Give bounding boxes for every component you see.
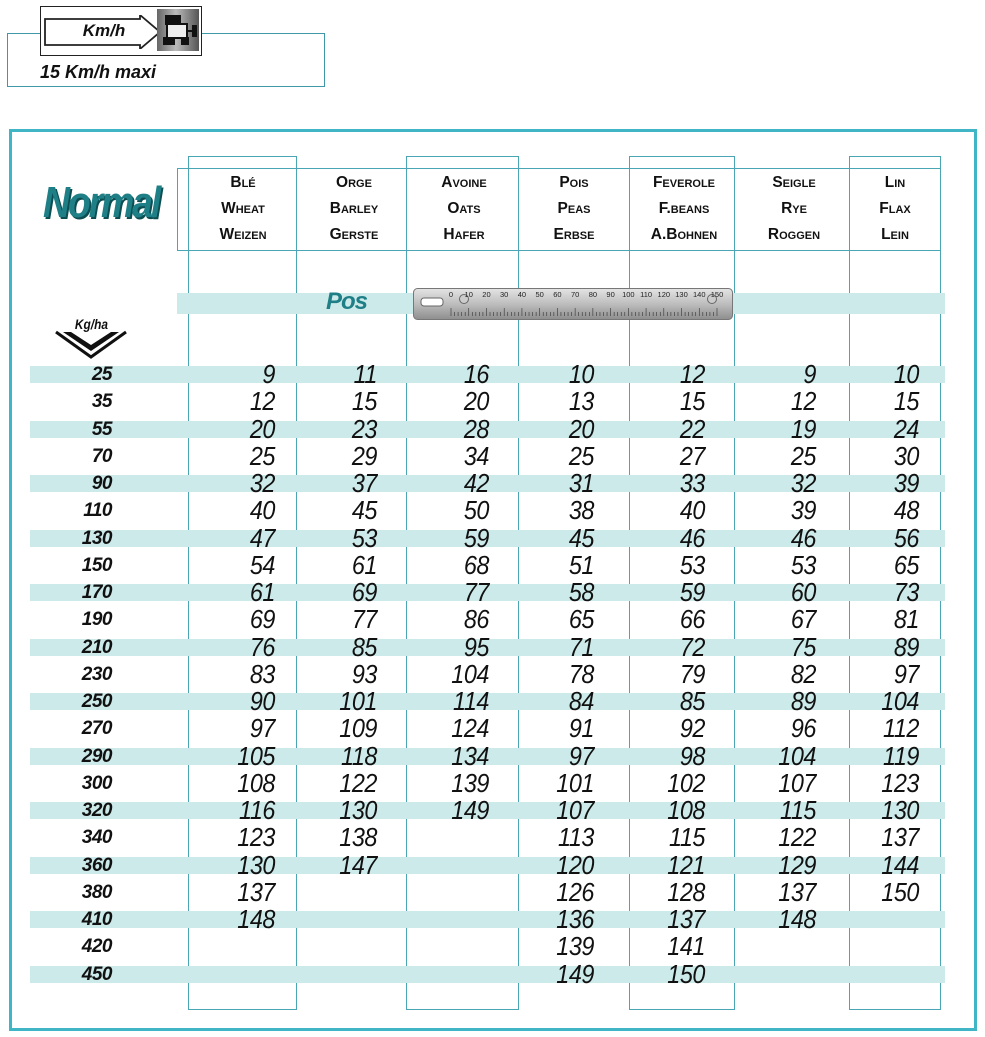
setting-value: 102: [667, 767, 705, 798]
crop-header-barley: Orge Barley Gerste: [329, 174, 379, 243]
setting-value: 92: [679, 713, 705, 744]
setting-value: 13: [568, 386, 594, 417]
rate-kgha: 360: [81, 854, 112, 876]
setting-value: 27: [679, 440, 705, 471]
setting-value: 39: [893, 468, 919, 498]
rate-kgha: 150: [81, 554, 112, 576]
setting-value: 40: [679, 495, 705, 526]
setting-value: 77: [351, 604, 377, 635]
rate-kgha: 210: [81, 636, 112, 658]
setting-value: 89: [893, 631, 919, 662]
setting-value: 126: [556, 876, 594, 907]
setting-value: 32: [790, 468, 816, 498]
setting-value: 39: [790, 495, 816, 526]
pos-label: Pos: [326, 288, 368, 315]
speed-max-label: 15 Km/h maxi: [40, 62, 157, 82]
setting-value: 12: [790, 386, 816, 417]
setting-value: 107: [556, 795, 594, 825]
setting-value: 42: [463, 468, 489, 498]
setting-value: 79: [679, 658, 705, 689]
setting-value: 58: [568, 577, 594, 607]
setting-value: 38: [568, 495, 594, 526]
ruler-tick-label: 100: [622, 290, 635, 299]
setting-value: 128: [667, 876, 705, 907]
setting-value: 86: [463, 604, 489, 635]
setting-value: 130: [339, 795, 377, 825]
setting-value: 148: [778, 904, 816, 934]
setting-value: 23: [351, 413, 377, 444]
setting-value: 22: [679, 413, 705, 444]
row-band: [30, 966, 945, 983]
setting-value: 16: [463, 359, 489, 389]
rate-kgha: 450: [81, 963, 112, 985]
setting-value: 67: [790, 604, 816, 635]
ruler-tick-label: 50: [535, 290, 544, 299]
setting-value: 95: [463, 631, 489, 662]
rate-kgha: 35: [91, 391, 112, 413]
setting-value: 66: [679, 604, 705, 635]
crop-header-wheat: Blé Wheat Weizen: [219, 174, 267, 243]
setting-value: 104: [778, 740, 816, 771]
setting-value: 139: [451, 767, 489, 798]
setting-value: 129: [778, 849, 816, 880]
ruler-tick-label: 10: [464, 290, 473, 299]
rate-kgha: 340: [81, 827, 112, 849]
setting-value: 20: [568, 413, 594, 444]
setting-value: 149: [556, 958, 594, 989]
setting-value: 149: [451, 795, 489, 825]
setting-value: 137: [881, 822, 919, 853]
setting-value: 54: [249, 549, 275, 580]
ruler-tick-label: 30: [500, 290, 509, 299]
setting-value: 116: [239, 795, 275, 825]
setting-value: 25: [249, 440, 275, 471]
crop-header-oats: Avoine Oats Hafer: [441, 174, 487, 243]
setting-value: 28: [463, 413, 489, 444]
setting-value: 97: [568, 740, 594, 771]
setting-value: 98: [679, 740, 705, 771]
setting-value: 124: [451, 713, 489, 744]
setting-value: 85: [679, 686, 705, 716]
setting-value: 108: [667, 795, 705, 825]
setting-value: 81: [893, 604, 919, 635]
crop-header-flax: Lin Flax Lein: [879, 174, 911, 243]
setting-value: 48: [893, 495, 919, 526]
rate-kgha: 130: [81, 527, 112, 549]
setting-value: 76: [249, 631, 275, 662]
setting-value: 114: [453, 686, 489, 716]
rate-unit-label: Kg/ha: [74, 316, 108, 332]
setting-value: 139: [556, 931, 594, 962]
setting-value: 15: [679, 386, 705, 417]
setting-value: 90: [249, 686, 275, 716]
setting-value: 71: [568, 631, 594, 662]
ruler-tick-label: 20: [482, 290, 491, 299]
setting-value: 32: [249, 468, 275, 498]
setting-value: 9: [803, 359, 816, 389]
setting-value: 144: [881, 849, 919, 880]
setting-value: 10: [893, 359, 919, 389]
setting-value: 112: [883, 713, 919, 744]
setting-value: 78: [568, 658, 594, 689]
setting-value: 130: [881, 795, 919, 825]
setting-value: 150: [881, 876, 919, 907]
rate-kgha: 25: [91, 364, 112, 385]
setting-value: 119: [883, 740, 919, 771]
ruler-tick-label: 120: [657, 290, 671, 299]
rate-kgha: 320: [81, 800, 112, 821]
setting-value: 115: [780, 795, 816, 825]
rate-kgha: 300: [81, 772, 112, 794]
setting-value: 105: [237, 740, 275, 771]
setting-value: 84: [568, 686, 594, 716]
setting-value: 107: [778, 767, 816, 798]
rate-kgha: 55: [91, 418, 112, 440]
setting-value: 109: [339, 713, 377, 744]
setting-value: 34: [463, 440, 489, 471]
setting-value: 68: [463, 549, 489, 580]
setting-value: 91: [568, 713, 594, 744]
setting-value: 69: [249, 604, 275, 635]
setting-value: 37: [351, 468, 377, 498]
ruler-tick-label: 70: [570, 290, 580, 299]
setting-value: 104: [451, 658, 489, 689]
rate-kgha: 110: [83, 500, 112, 522]
setting-value: 19: [790, 413, 816, 444]
rate-kgha: 170: [81, 582, 112, 603]
setting-value: 12: [249, 386, 275, 417]
setting-value: 121: [667, 849, 705, 880]
setting-value: 104: [881, 686, 919, 716]
crop-header-rye: Seigle Rye Roggen: [767, 174, 821, 243]
setting-value: 75: [790, 631, 816, 662]
rate-kgha: 230: [81, 663, 112, 685]
setting-value: 40: [249, 495, 275, 526]
setting-value: 20: [463, 386, 489, 417]
mode-title: Normal: [43, 178, 160, 227]
setting-value: 9: [262, 359, 275, 389]
setting-value: 82: [790, 658, 816, 689]
ruler-tick-label: 140: [693, 290, 706, 299]
ruler-tick-label: 150: [710, 290, 724, 299]
setting-value: 85: [351, 631, 377, 662]
setting-value: 65: [893, 549, 919, 580]
setting-value: 83: [249, 658, 275, 689]
setting-value: 30: [893, 440, 919, 471]
setting-value: 59: [679, 577, 705, 607]
setting-value: 77: [463, 577, 489, 607]
ruler-tick-label: 0: [448, 290, 454, 299]
ruler-tick-label: 110: [640, 290, 653, 299]
setting-value: 101: [556, 767, 594, 798]
rate-kgha: 420: [81, 936, 112, 958]
setting-value: 51: [568, 549, 594, 580]
setting-value: 118: [341, 740, 377, 771]
setting-value: 73: [893, 577, 919, 607]
tractor-icon: [157, 9, 199, 51]
setting-value: 101: [339, 686, 377, 716]
setting-value: 97: [249, 713, 275, 744]
setting-value: 150: [667, 958, 705, 989]
ruler-tick-label: 40: [517, 290, 527, 299]
setting-value: 56: [893, 522, 919, 553]
setting-value: 120: [556, 849, 594, 880]
setting-value: 61: [351, 549, 377, 580]
setting-value: 15: [351, 386, 377, 417]
setting-value: 11: [353, 359, 377, 389]
setting-value: 59: [463, 522, 489, 553]
rate-kgha: 290: [81, 745, 112, 767]
setting-value: 50: [463, 495, 489, 526]
setting-value: 31: [568, 468, 594, 498]
setting-value: 108: [237, 767, 275, 798]
setting-value: 113: [558, 822, 594, 853]
setting-value: 137: [237, 876, 275, 907]
setting-value: 20: [249, 413, 275, 444]
setting-value: 53: [351, 522, 377, 553]
setting-value: 12: [679, 359, 705, 389]
ruler-tick-label: 80: [588, 290, 598, 299]
setting-value: 60: [790, 577, 816, 607]
setting-value: 53: [790, 549, 816, 580]
setting-value: 46: [679, 522, 705, 553]
setting-value: 93: [351, 658, 377, 689]
setting-value: 33: [679, 468, 705, 498]
rate-kgha: 190: [81, 609, 112, 631]
speed-unit-label: Km/h: [82, 21, 126, 40]
setting-value: 24: [893, 413, 919, 444]
ruler-tick-label: 130: [675, 290, 688, 299]
setting-value: 15: [893, 386, 919, 417]
arrow-down-icon: [53, 329, 131, 361]
rate-kgha: 410: [81, 909, 112, 930]
setting-value: 45: [351, 495, 377, 526]
setting-value: 45: [568, 522, 594, 553]
speed-badge: [40, 6, 202, 56]
setting-value: 122: [778, 822, 816, 853]
setting-value: 25: [568, 440, 594, 471]
setting-value: 122: [339, 767, 377, 798]
rate-kgha: 250: [81, 691, 112, 712]
crop-header-peas: Pois Peas Erbse: [553, 174, 595, 243]
setting-value: 147: [339, 849, 377, 880]
setting-value: 89: [790, 686, 816, 716]
setting-value: 137: [778, 876, 816, 907]
setting-value: 96: [790, 713, 816, 744]
crop-header-beans: Feverole F.beans A.Bohnen: [650, 174, 718, 243]
setting-value: 72: [679, 631, 705, 662]
setting-value: 123: [881, 767, 919, 798]
setting-value: 53: [679, 549, 705, 580]
setting-value: 137: [667, 904, 705, 934]
ruler-tick-label: 90: [606, 290, 615, 299]
rate-kgha: 270: [81, 718, 112, 740]
setting-value: 141: [667, 931, 705, 962]
setting-value: 97: [893, 658, 919, 689]
rate-kgha: 380: [81, 881, 112, 903]
setting-value: 134: [451, 740, 489, 771]
setting-value: 10: [568, 359, 594, 389]
setting-value: 136: [556, 904, 594, 934]
rate-kgha: 70: [91, 445, 112, 467]
setting-value: 138: [339, 822, 377, 853]
setting-value: 130: [237, 849, 275, 880]
setting-value: 69: [351, 577, 377, 607]
setting-value: 47: [249, 522, 275, 553]
setting-value: 65: [568, 604, 594, 635]
ruler-gauge: [413, 288, 733, 320]
setting-value: 148: [237, 904, 275, 934]
setting-value: 46: [790, 522, 816, 553]
setting-value: 115: [669, 822, 705, 853]
setting-value: 123: [237, 822, 275, 853]
ruler-tick-label: 60: [553, 290, 562, 299]
setting-value: 29: [351, 440, 377, 471]
rate-kgha: 90: [91, 473, 112, 494]
setting-value: 61: [249, 577, 275, 607]
setting-value: 25: [790, 440, 816, 471]
